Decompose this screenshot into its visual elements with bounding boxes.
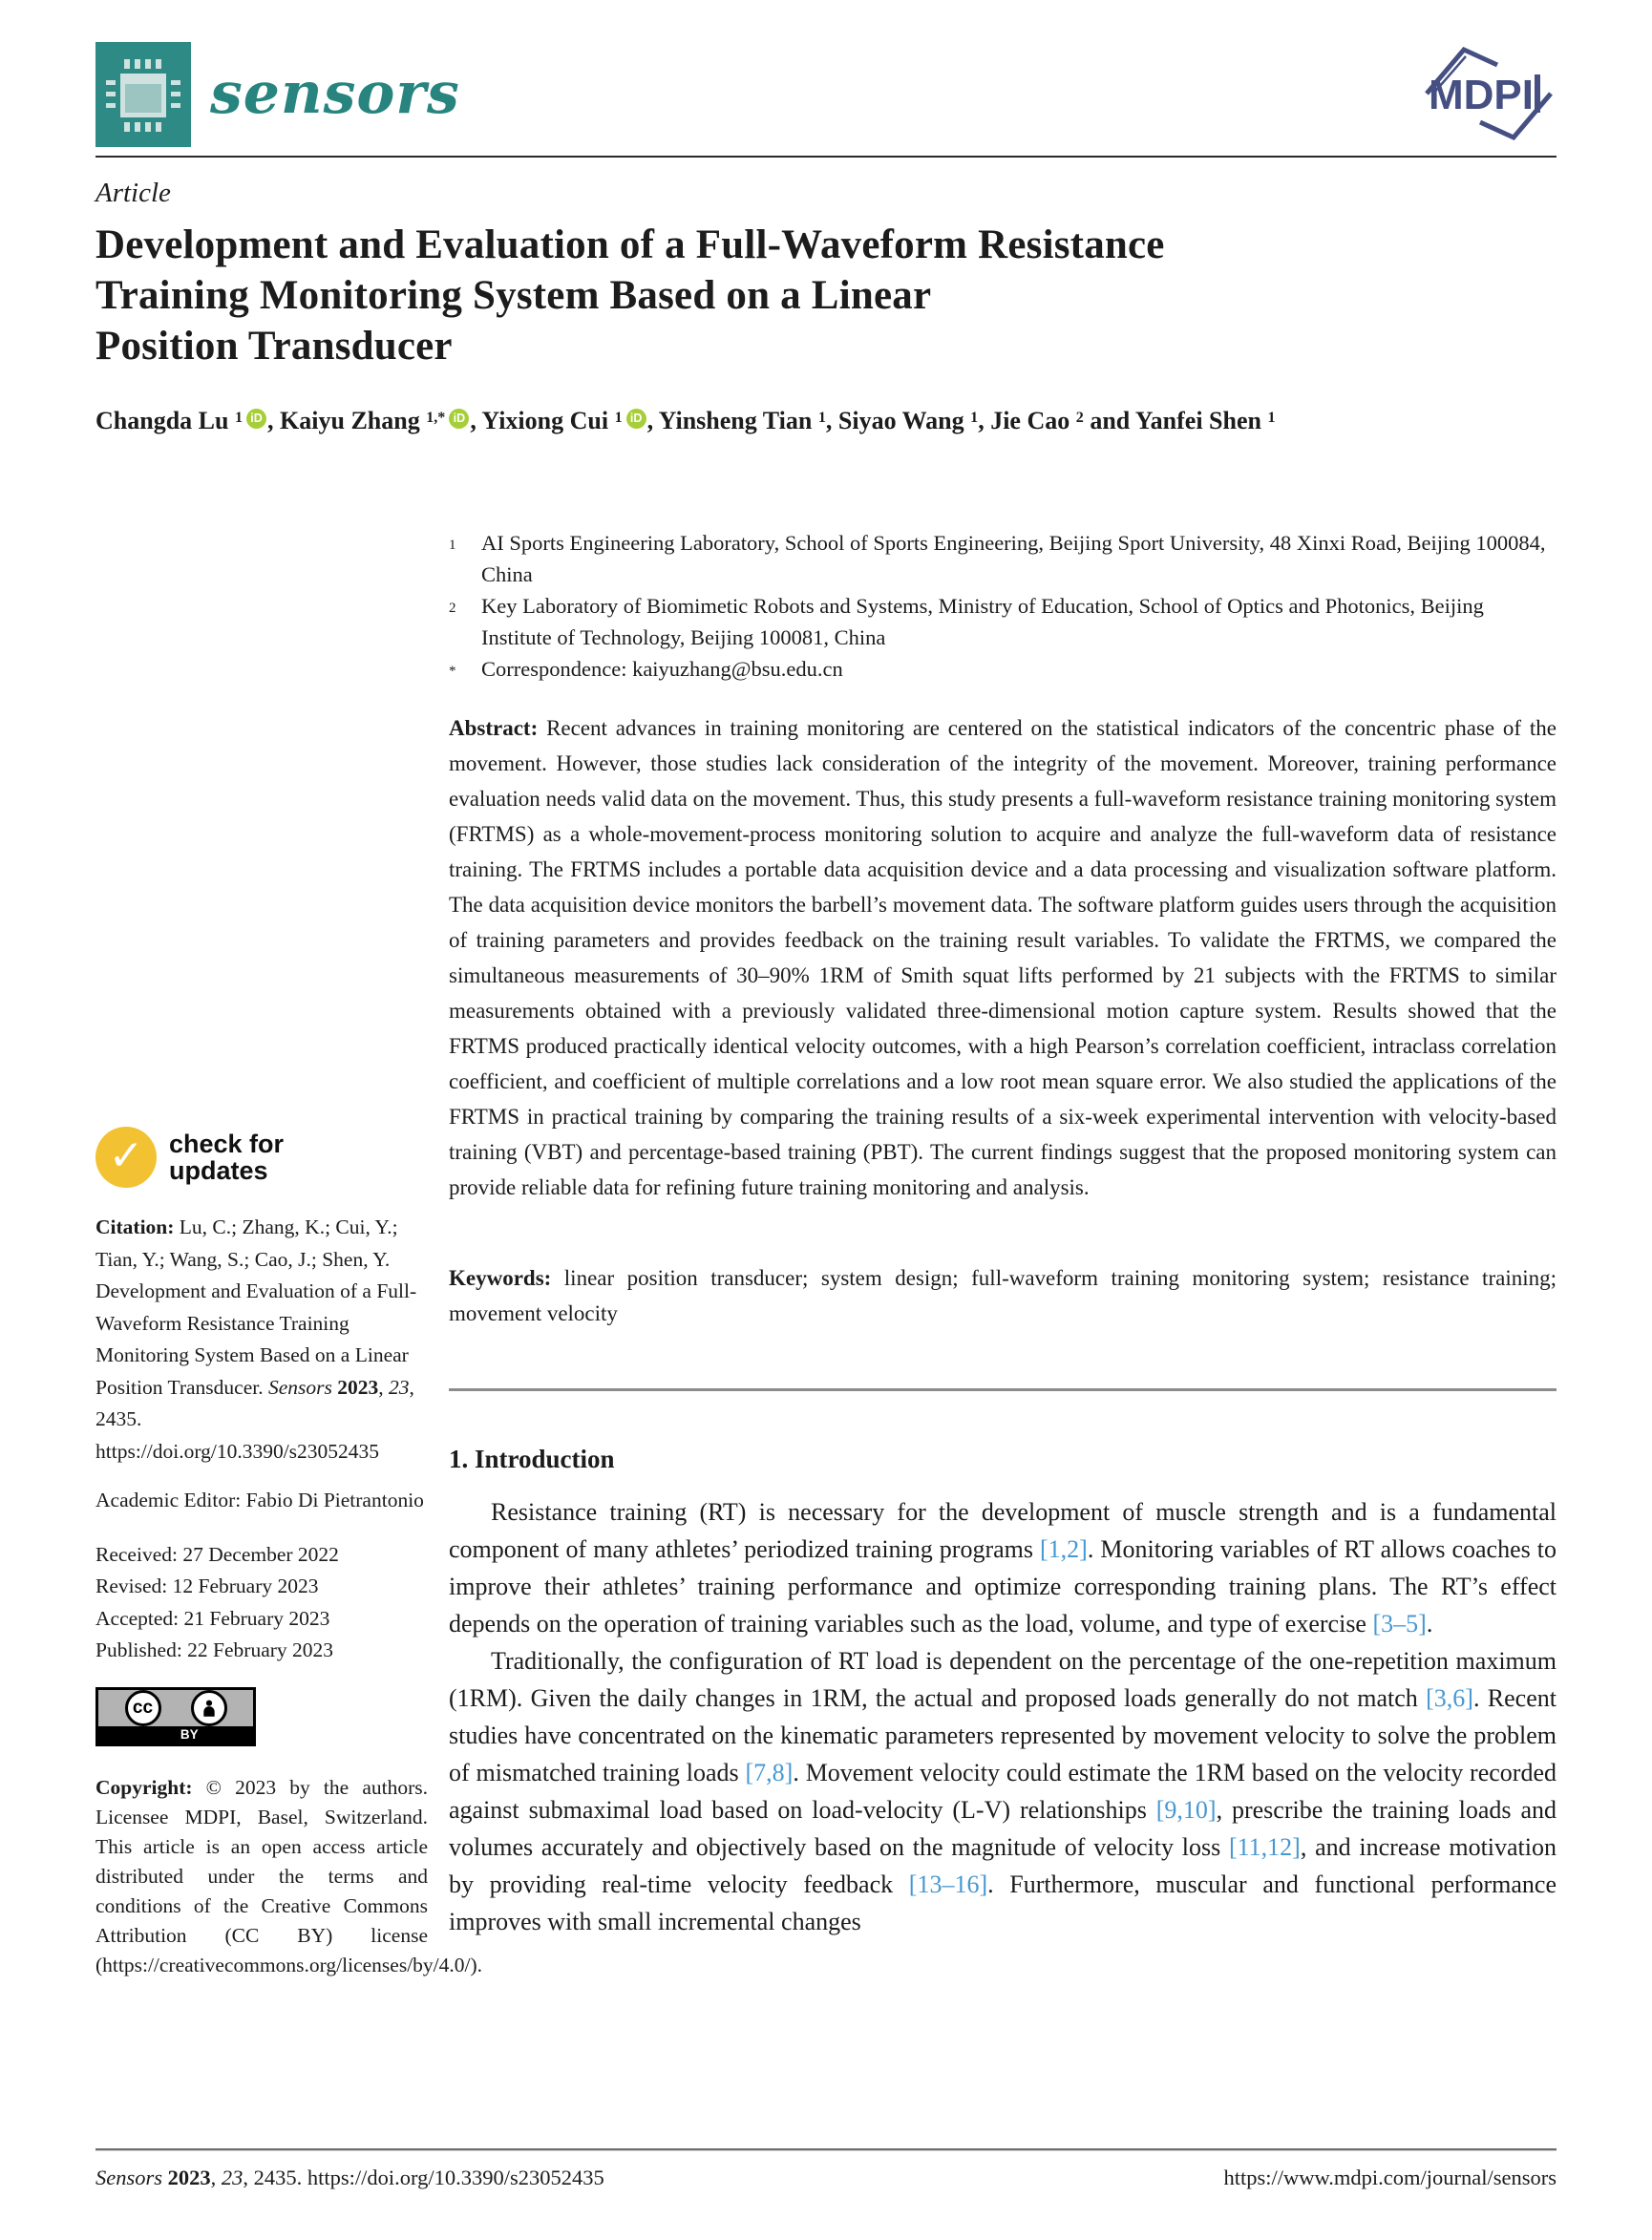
text-segment: Changda Lu	[95, 407, 235, 434]
text-segment: 23	[389, 1375, 410, 1399]
orcid-icon[interactable]: iD	[449, 409, 469, 429]
cc-by-bar	[98, 1726, 253, 1743]
affiliations	[449, 527, 1557, 687]
mdpi-logo	[1417, 40, 1560, 152]
text-segment: , and increase motivation by providing real-time velocity feedback	[449, 1833, 1557, 1898]
text-segment: ,	[378, 1375, 390, 1399]
text-segment: . Movement velocity could estimate the 1RM based on the velocity recorded against submaximal load based on load-velocity (L-V) relationships	[449, 1759, 1557, 1824]
accepted-date: Accepted: 21 February 2023	[95, 1606, 330, 1630]
journal-name: sensors	[210, 59, 460, 127]
citation-ref[interactable]: [9,10]	[1155, 1796, 1217, 1824]
citation-ref[interactable]: [1,2]	[1040, 1535, 1088, 1563]
text-segment: . Monitoring variables of RT allows coaches to improve their athletes’ training performance and optimize corresponding training plans. The RT’s effect depends on the operation of training variables such as the load, volume, and type of exercise	[449, 1535, 1557, 1638]
text-segment: 23	[221, 2166, 244, 2189]
received-date: Received: 27 December 2022	[95, 1542, 339, 1566]
cc-icon: cc	[125, 1690, 161, 1726]
citation-ref[interactable]: [3–5]	[1372, 1610, 1427, 1638]
section-heading-introduction: 1. Introduction	[449, 1445, 615, 1473]
article-type-label: Article	[95, 178, 171, 208]
text-segment: 1	[614, 409, 623, 426]
revised-date: Revised: 12 February 2023	[95, 1574, 319, 1597]
footer-journal-url[interactable]: https://www.mdpi.com/journal/sensors	[1223, 2166, 1557, 2189]
authors-line	[95, 407, 1566, 435]
person-icon	[191, 1690, 227, 1726]
text-segment: Recent advances in training monitoring are centered on the statistical indicators of the concentric phase of the movement. However, those studies lack consideration of the integrity of the movement. Moreover, training performance evaluation needs valid data on the movement. Thus, this study presents a full-waveform resistance training monitoring system (FRTMS) as a whole-movement-process monitoring solution to acquire and analyze the full-waveform data of resistance training. The FRTMS includes a portable data acquisition device and a data processing and visualization software platform. The data acquisition device monitors the barbell’s movement data. The software platform guides users through the acquisition of training parameters and provides feedback on the training result variables. To validate the FRTMS, we compared the simultaneous measurements of 30–90% 1RM of Smith squat lifts performed by 21 subjects with the FRTMS to similar measurements obtained with a previously validated three-dimensional motion capture system. Results showed that the FRTMS produced practically identical velocity outcomes, with a high Pearson’s correlation coefficient, intraclass correlation coefficient, and coefficient of multiple correlations and a low root mean square error. We also studied the applications of the FRTMS in practical training by comparing the training results of a six-week experimental intervention with velocity-based training (VBT) and percentage-based training (PBT). The current findings suggest that the proposed monitoring system can provide reliable data for refining future training monitoring and analysis.	[449, 716, 1557, 1199]
text-segment: , Jie Cao	[978, 407, 1076, 434]
page-footer	[95, 2166, 1557, 2190]
text-segment: 2023	[167, 2166, 211, 2189]
header-divider	[95, 156, 1557, 158]
orcid-icon[interactable]: iD	[246, 409, 266, 429]
affiliation-item	[449, 590, 1557, 653]
text-segment: 1	[817, 409, 826, 426]
text-segment: 1,*	[426, 409, 446, 426]
correspondence-email[interactable]: Correspondence: kaiyuzhang@bsu.edu.cn	[481, 657, 843, 681]
article-title-line: Development and Evaluation of a Full-Waveform Resistance	[95, 222, 1165, 267]
orcid-icon[interactable]: iD	[626, 409, 646, 429]
sensors-chip-icon	[95, 42, 191, 152]
affiliation-item	[449, 527, 1557, 590]
text-segment: Sensors	[95, 2166, 168, 2189]
check-for-updates-badge[interactable]	[95, 1127, 428, 1188]
article-title-line: Training Monitoring System Based on a Linear	[95, 273, 932, 318]
cc-icons-row	[98, 1690, 253, 1726]
text-segment: 1	[1267, 409, 1276, 426]
correspondence-marker: *	[449, 664, 456, 679]
text-segment: 2	[1075, 409, 1084, 426]
citation-ref[interactable]: [7,8]	[745, 1759, 794, 1786]
section-divider	[449, 1388, 1557, 1391]
text-segment: Resistance training (RT) is necessary for the development of muscle strength and is a fundamental component of many athletes’ periodized training programs	[449, 1498, 1557, 1563]
margin-sidebar	[95, 1127, 483, 1980]
affiliation-marker: 1	[449, 538, 456, 553]
check-label-line: updates	[169, 1156, 268, 1185]
text-segment: , Yixiong Cui	[470, 407, 615, 434]
check-for-updates-label	[169, 1131, 284, 1184]
citation-ref[interactable]: [11,12]	[1228, 1833, 1301, 1861]
check-label-line: check for	[169, 1130, 285, 1158]
text-segment: linear position transducer; system design; full-waveform training monitoring system; resistance training; movement velocity	[449, 1266, 1557, 1325]
text-segment: , 2435. https://doi.org/10.3390/s23052435	[95, 1375, 414, 1463]
text-segment: 1	[970, 409, 979, 426]
copyright-notice	[95, 1773, 483, 1980]
affiliation-text: Key Laboratory of Biomimetic Robots and Systems, Ministry of Education, School of Optics and Photonics, Beijing Institute of Technology, Beijing 100081, China	[481, 594, 1484, 649]
text-segment: Citation:	[95, 1215, 180, 1238]
academic-editor: Academic Editor: Fabio Di Pietrantonio	[95, 1489, 424, 1511]
text-segment: , prescribe the training loads and volumes accurately and objectively based on the magnitude of velocity loss	[449, 1796, 1557, 1861]
affiliation-text: AI Sports Engineering Laboratory, School of Sports Engineering, Beijing Sport University, 48 Xinxi Road, Beijing 100084, China	[481, 531, 1546, 586]
citation-ref[interactable]: [13–16]	[908, 1870, 988, 1898]
text-segment: Keywords:	[449, 1266, 564, 1290]
affiliation-item	[449, 653, 1557, 687]
text-segment: . Recent studies have concentrated on the kinematic parameters represented by movement velocity to solve the problem of mismatched training loads	[449, 1684, 1557, 1786]
page-title	[95, 220, 1566, 371]
text-segment: Traditionally, the configuration of RT load is dependent on the percentage of the one-repetition maximum (1RM). Given the daily changes in 1RM, the actual and proposed loads generally do not match	[449, 1647, 1557, 1712]
text-segment: Lu, C.; Zhang, K.; Cui, Y.; Tian, Y.; Wang, S.; Cao, J.; Shen, Y. Development and Evaluation of a Full-Waveform Resistance Training Monitoring System Based on a Linear Position Transducer.	[95, 1215, 417, 1399]
text-segment: and Yanfei Shen	[1083, 407, 1268, 434]
intro-paragraph-2	[449, 1642, 1557, 1940]
footer-divider	[95, 2148, 1557, 2151]
article-history	[95, 1539, 428, 1667]
cc-by-license-badge[interactable]	[95, 1687, 256, 1746]
text-segment: . Furthermore, muscular and functional performance improves with small incremental changes	[449, 1870, 1557, 1935]
cc-by-label: BY	[180, 1726, 199, 1742]
text-segment: Copyright:	[95, 1775, 206, 1799]
text-segment: Abstract:	[449, 716, 547, 740]
text-segment: 2023	[337, 1375, 379, 1399]
affiliation-marker: 2	[449, 601, 456, 616]
mdpi-wordmark: MDPI	[1429, 72, 1534, 118]
text-segment: 1	[234, 409, 244, 426]
text-segment: .	[1426, 1610, 1433, 1638]
intro-paragraph-1	[449, 1493, 1557, 1642]
citation-ref[interactable]: [3,6]	[1426, 1684, 1473, 1712]
text-segment: © 2023 by the authors. Licensee MDPI, Basel, Switzerland. This article is an open access article distributed under the terms and conditions of the Creative Commons Attribution (CC BY) license (https://creativecommons.org/licenses/by/4.0/).	[95, 1775, 483, 1976]
main-column	[449, 527, 1557, 1940]
footer-citation	[95, 2166, 604, 2190]
text-segment: , Kaiyu Zhang	[267, 407, 427, 434]
article-title-line: Position Transducer	[95, 324, 453, 369]
text-segment: ,	[210, 2166, 222, 2189]
keywords-paragraph	[449, 1260, 1557, 1331]
text-segment: , 2435. https://doi.org/10.3390/s23052435	[243, 2166, 604, 2189]
abstract-paragraph	[449, 710, 1557, 1205]
published-date: Published: 22 February 2023	[95, 1638, 334, 1661]
citation-block	[95, 1212, 428, 1468]
checkmark-icon: ✓	[95, 1127, 157, 1188]
text-segment: Sensors	[268, 1375, 338, 1399]
text-segment: , Yinsheng Tian	[646, 407, 818, 434]
sensors-journal-logo	[95, 42, 460, 152]
text-segment: , Siyao Wang	[825, 407, 971, 434]
